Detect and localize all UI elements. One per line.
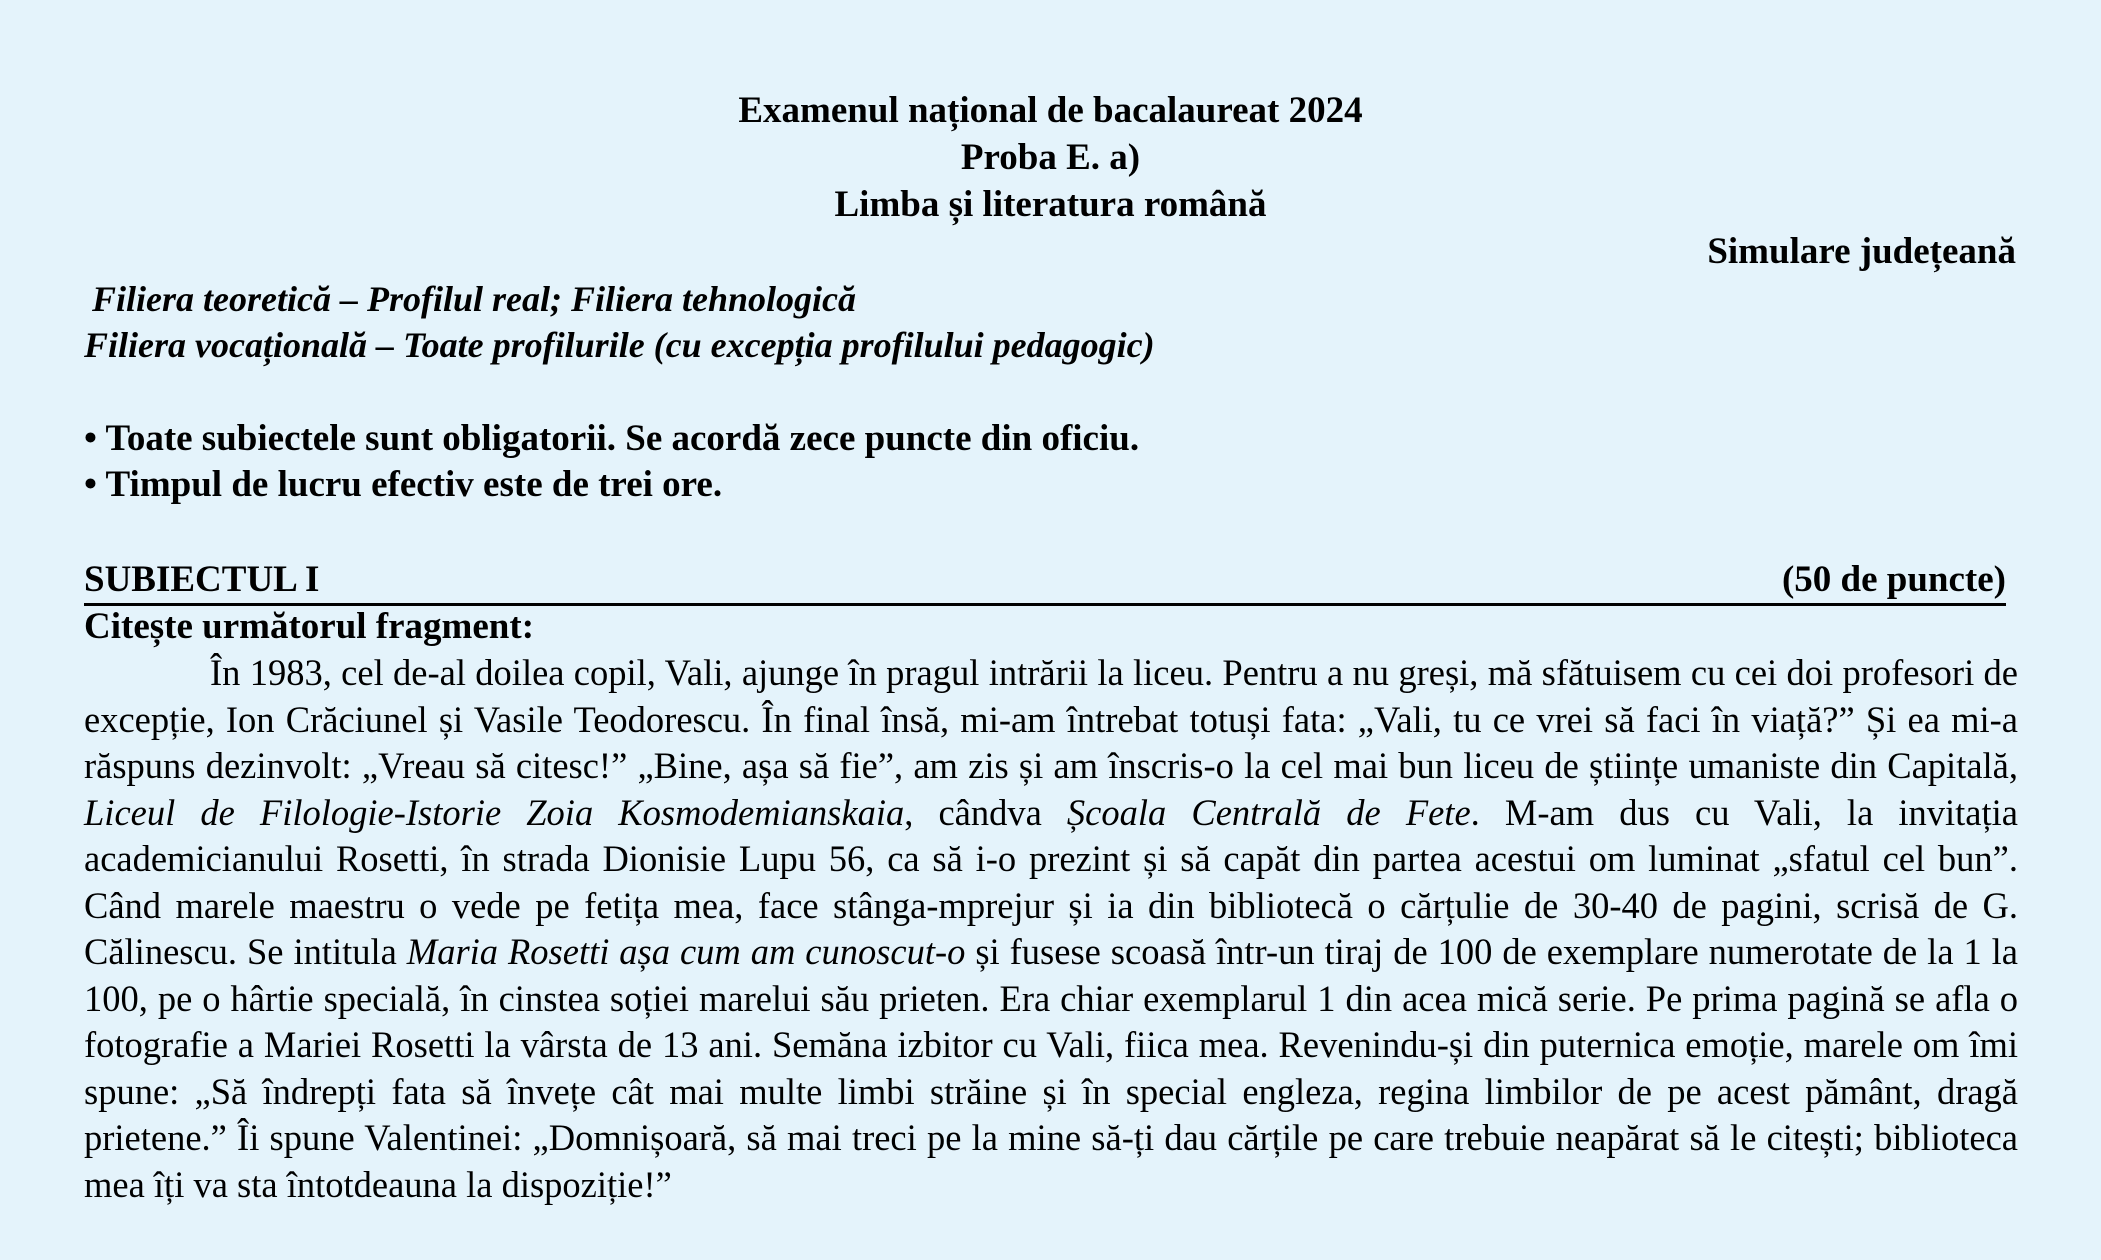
simulation-label: Simulare județeană bbox=[1707, 231, 2016, 272]
rule-item-mandatory: • Toate subiectele sunt obligatorii. Se acordă zece puncte din oficiu. bbox=[84, 418, 1140, 459]
section-title: SUBIECTUL I bbox=[84, 559, 320, 600]
filiera-line-2: Filiera vocațională – Toate profilurile (cu excepția profilului pedagogic) bbox=[84, 325, 1155, 365]
section-points: (50 de puncte) bbox=[1781, 559, 2006, 600]
fragment-text-1: În 1983, cel de-al doilea copil, Vali, ajunge în pragul intrării la liceu. Pentru a nu greși, mă sfătuisem cu cei doi profesori de excepție, Ion Crăciunel și Vasile Teodorescu. În final însă, mi-am întrebat totuși fata: „Vali, tu ce vrei să faci în viață?” Și ea mi-a răspuns dezinvolt: „Vreau să citesc!” „Bine, așa să fie”, am zis și am înscris-o la cel mai bun liceu de științe umaniste din Capitală, bbox=[84, 652, 2018, 786]
text-fragment bbox=[84, 650, 2018, 1208]
exam-title: Examenul național de bacalaureat 2024 bbox=[738, 90, 1363, 131]
filiera-line-1: Filiera teoretică – Profilul real; Filiera tehnologică bbox=[92, 279, 856, 319]
subject-label: Limba și literatura română bbox=[834, 184, 1267, 225]
fragment-text-4: și fusese scoasă într-un tiraj de 100 de exemplare numerotate de la 1 la 100, pe o hârtie specială, în cinstea soției marelui său prieten. Era chiar exemplarul 1 din acea mică serie. Pe prima pagină se afla o fotografie a Mariei Rosetti la vârsta de 13 ani. Semăna izbitor cu Vali, fiica mea. Revenindu-și din puternica emoție, marele om îmi spune: „Să îndrepți fata să învețe cât mai multe limbi străine și în special engleza, regina limbilor de pe acest pământ, dragă prietene.” Îi spune Valentinei: „Domnișoară, să mai treci pe la mine să-ți dau cărțile pe care trebuie neapărat să le citești; biblioteca mea îți va sta întotdeauna la dispoziție!” bbox=[84, 931, 2018, 1205]
rule-item-time: • Timpul de lucru efectiv este de trei ore. bbox=[84, 464, 723, 505]
reading-instruction: Citește următorul fragment: bbox=[84, 606, 535, 647]
fragment-text-3: . M-am dus cu Vali, la invitația academicianului Rosetti, în strada Dionisie Lupu 56, ca să i-o prezint și să capăt din partea acestui om luminat „sfatul cel bun”. Când marele maestru o vede pe fetița mea, face stânga-mprejur și ia din bibliotecă o cărțulie de 30-40 de pagini, scrisă de G. Călinescu. Se intitula bbox=[84, 791, 2018, 972]
proba-label: Proba E. a) bbox=[960, 137, 1141, 178]
fragment-text-2: , cândva bbox=[904, 791, 1067, 833]
fragment-italic-book-title: Maria Rosetti așa cum am cunoscut-o bbox=[406, 931, 966, 972]
fragment-italic-school: Liceul de Filologie-Istorie Zoia Kosmodemianskaia bbox=[84, 791, 905, 833]
fragment-italic-old-school: Școala Centrală de Fete bbox=[1066, 791, 1471, 833]
section-header bbox=[84, 557, 2006, 606]
